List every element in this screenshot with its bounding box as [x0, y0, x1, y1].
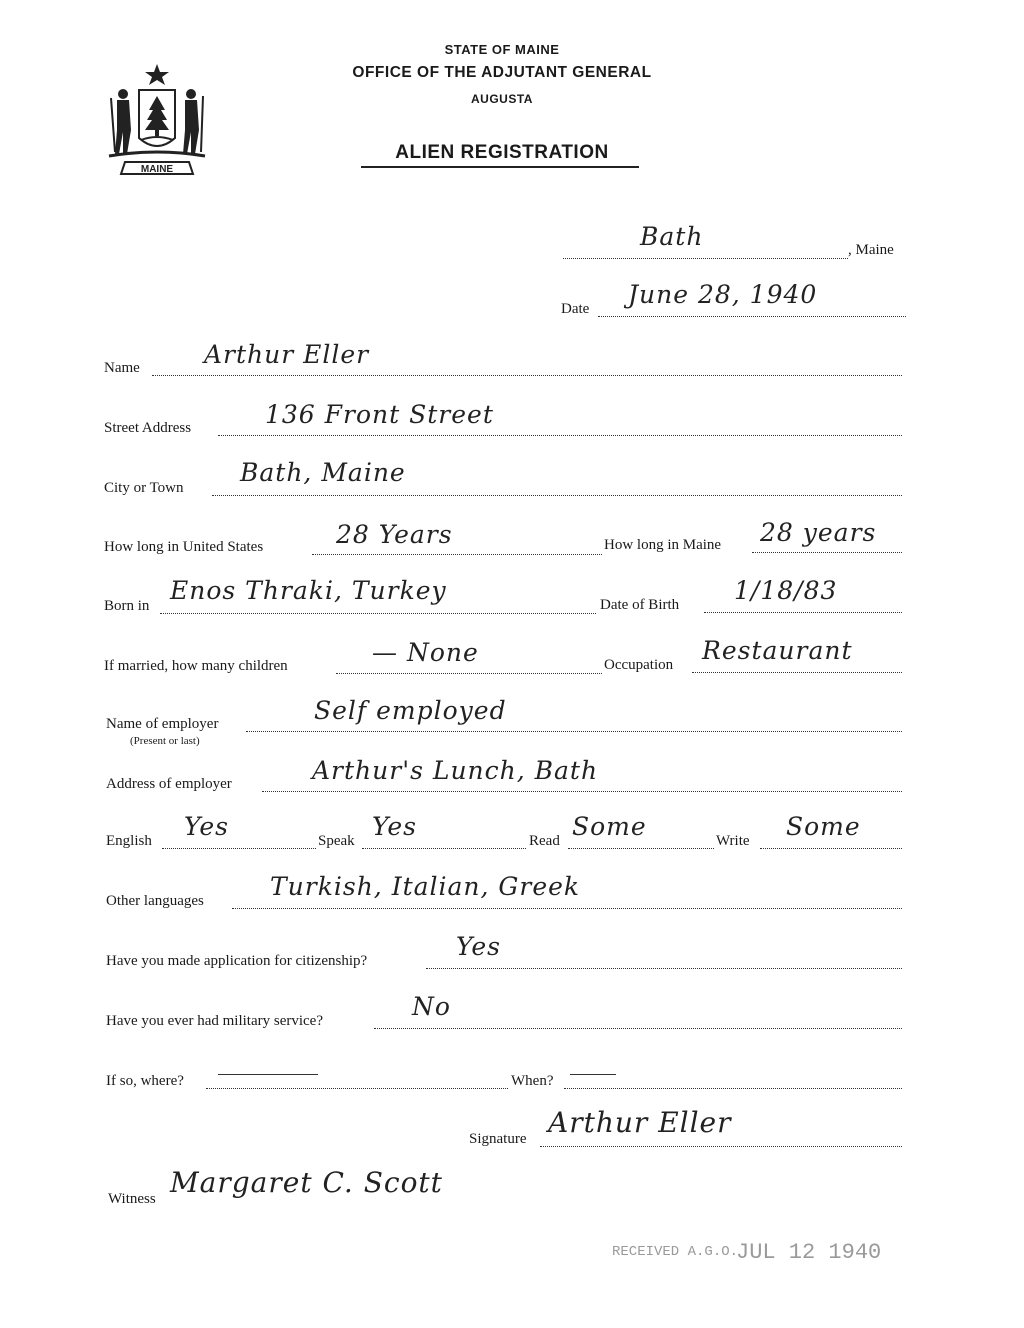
employer-label: Name of employer [106, 716, 219, 732]
name-label: Name [104, 360, 140, 376]
signature-value: Arthur Eller [548, 1106, 732, 1139]
born-value: Enos Thraki, Turkey [170, 576, 447, 605]
citizenship-label: Have you made application for citizenship? [106, 953, 368, 969]
received-stamp-date: JUL 12 1940 [736, 1240, 882, 1265]
military-label: Have you ever had military service? [106, 1013, 323, 1029]
city-value: Bath, Maine [240, 458, 406, 487]
read-label: Read [529, 833, 560, 849]
title-underline [361, 166, 639, 168]
date-value: June 28, 1940 [628, 280, 818, 309]
other-languages-value: Turkish, Italian, Greek [270, 872, 581, 901]
write-value: Some [786, 812, 861, 841]
city-label: City or Town [104, 480, 184, 496]
write-label: Write [716, 833, 750, 849]
when-label: When? [511, 1073, 554, 1089]
children-label: If married, how many children [104, 658, 288, 674]
where-dash [218, 1074, 318, 1075]
employer-sublabel: (Present or last) [130, 735, 200, 747]
date-label: Date [561, 301, 590, 317]
born-label: Born in [104, 598, 150, 614]
occupation-label: Occupation [604, 657, 674, 673]
us-duration-value: 28 Years [336, 520, 453, 549]
witness-label: Witness [108, 1191, 156, 1207]
speak-value: Yes [372, 812, 417, 841]
english-value: Yes [184, 812, 229, 841]
header-state: STATE OF MAINE [444, 42, 560, 57]
english-label: English [106, 833, 152, 849]
header-city: AUGUSTA [471, 92, 533, 106]
military-value: No [412, 992, 451, 1021]
where-label: If so, where? [106, 1073, 184, 1089]
street-label: Street Address [104, 420, 192, 436]
header-office: OFFICE OF THE ADJUTANT GENERAL [352, 64, 652, 81]
read-value: Some [572, 812, 647, 841]
other-languages-label: Other languages [106, 893, 204, 909]
speak-label: Speak [318, 833, 355, 849]
town-suffix: , Maine [848, 242, 894, 258]
citizenship-value: Yes [456, 932, 501, 961]
children-value: — None [372, 638, 479, 667]
svg-text:MAINE: MAINE [140, 164, 174, 175]
employer-value: Self employed [314, 696, 507, 725]
occupation-value: Restaurant [702, 636, 853, 665]
dob-label: Date of Birth [600, 597, 680, 613]
when-dash [570, 1074, 616, 1075]
street-value: 136 Front Street [265, 400, 494, 429]
employer-address-value: Arthur's Lunch, Bath [312, 756, 599, 785]
maine-duration-label: How long in Maine [604, 537, 722, 553]
form-title: ALIEN REGISTRATION [395, 142, 609, 163]
signature-label: Signature [469, 1131, 527, 1147]
us-duration-label: How long in United States [104, 539, 264, 555]
name-value: Arthur Eller [204, 340, 370, 369]
received-stamp: RECEIVED A.G.O. [612, 1244, 739, 1260]
dob-value: 1/18/83 [734, 576, 838, 605]
witness-value: Margaret C. Scott [170, 1166, 443, 1199]
maine-duration-value: 28 years [760, 518, 877, 547]
employer-address-label: Address of employer [106, 776, 232, 792]
town-value: Bath [640, 222, 704, 251]
